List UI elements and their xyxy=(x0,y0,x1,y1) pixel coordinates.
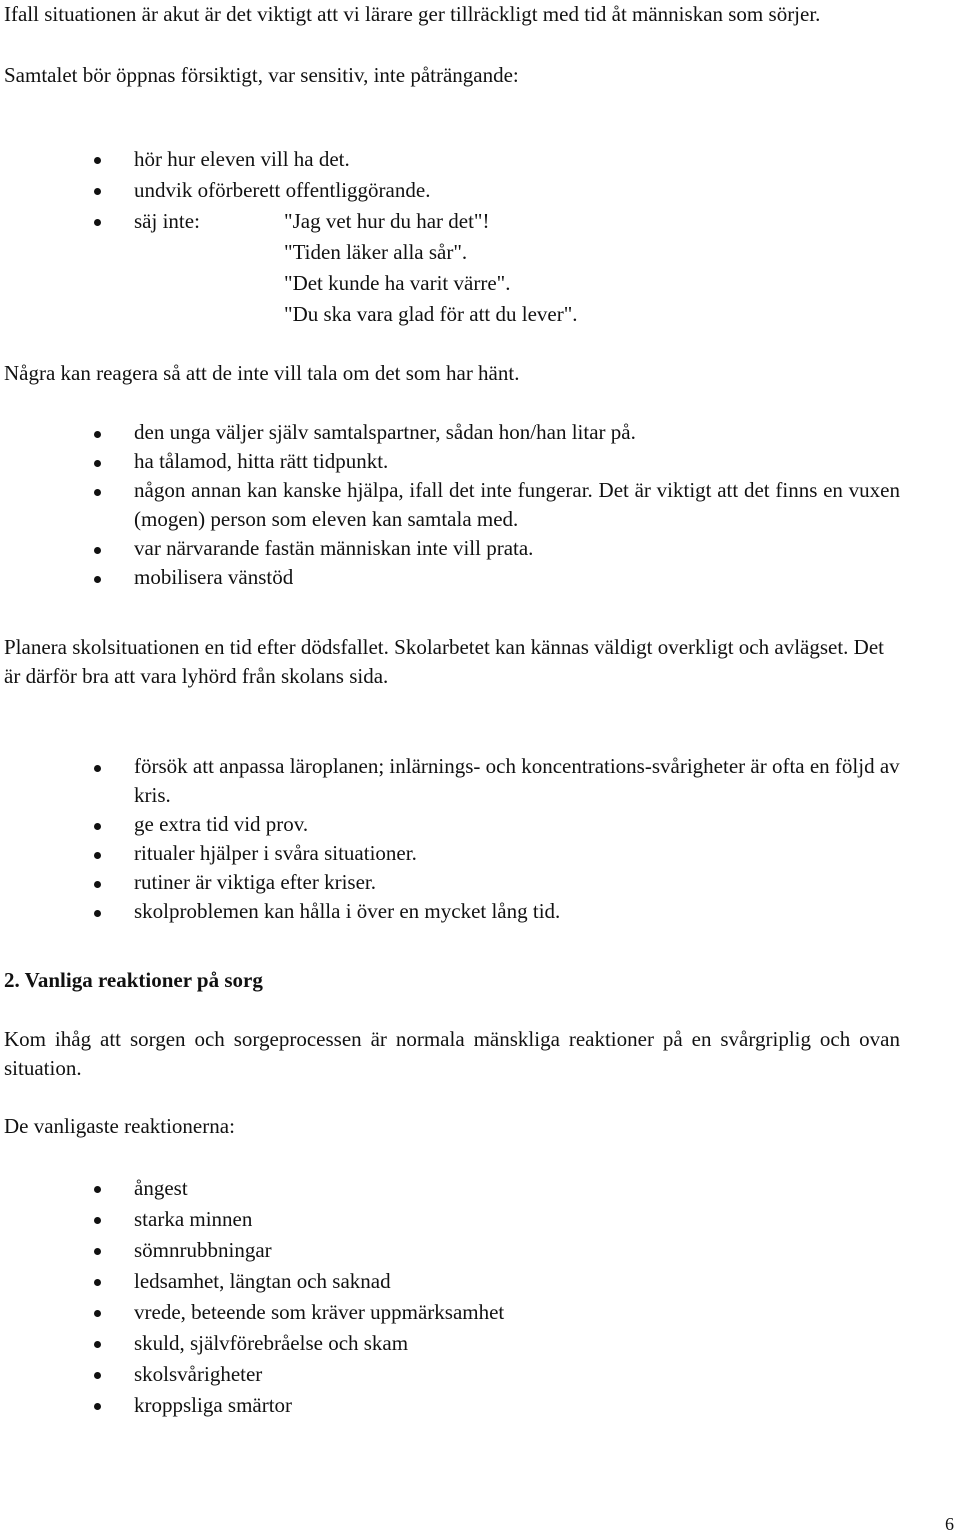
bullet-icon xyxy=(94,852,101,859)
bullet-icon xyxy=(94,910,101,917)
list-item: skolsvårigheter xyxy=(4,1359,900,1390)
bullet-icon xyxy=(94,1248,101,1255)
list-item: ångest xyxy=(4,1173,900,1204)
bullet-icon xyxy=(94,188,101,195)
list-item: någon annan kan kanske hjälpa, ifall det inte fungerar. Det är viktigt att det finns en vuxen (mogen) person som eleven kan samtala med. xyxy=(4,476,900,534)
list-item: sömnrubbningar xyxy=(4,1235,900,1266)
skola-list xyxy=(4,752,900,926)
list-item-saj-inte xyxy=(4,206,900,330)
samtal-intro: Samtalet bör öppnas försiktigt, var sensitiv, inte påträngande: xyxy=(4,63,519,87)
quote: "Det kunde ha varit värre". xyxy=(284,271,511,295)
list-item: kroppsliga smärtor xyxy=(4,1390,900,1421)
list-item: undvik oförberett offentliggörande. xyxy=(4,175,900,206)
list-item: försök att anpassa läroplanen; inlärnings- och koncentrations-svårigheter är ofta en följd av kris. xyxy=(4,752,900,810)
section-heading: 2. Vanliga reaktioner på sorg xyxy=(4,968,263,992)
list-item: hör hur eleven vill ha det. xyxy=(4,144,900,175)
bullet-icon xyxy=(94,576,101,583)
bullet-icon xyxy=(94,1186,101,1193)
intro-paragraph: Ifall situationen är akut är det viktigt att vi lärare ger tillräckligt med tid åt människan som sörjer. xyxy=(4,2,821,26)
quote: "Jag vet hur du har det"! xyxy=(284,209,490,233)
list-item: ritualer hjälper i svåra situationer. xyxy=(4,839,900,868)
list-item: skuld, självförebråelse och skam xyxy=(4,1328,900,1359)
list-item: var närvarande fastän människan inte vill prata. xyxy=(4,534,900,563)
bullet-icon xyxy=(94,460,101,467)
bullet-icon xyxy=(94,547,101,554)
bullet-icon xyxy=(94,219,101,226)
bullet-icon xyxy=(94,1279,101,1286)
list-item: ha tålamod, hitta rätt tidpunkt. xyxy=(4,447,900,476)
bullet-icon xyxy=(94,489,101,496)
list-item: vrede, beteende som kräver uppmärksamhet xyxy=(4,1297,900,1328)
quote: "Du ska vara glad för att du lever". xyxy=(284,302,578,326)
bullet-icon xyxy=(94,823,101,830)
list-item: ledsamhet, längtan och saknad xyxy=(4,1266,900,1297)
document-page xyxy=(4,0,900,1538)
list-item: den unga väljer själv samtalspartner, sådan hon/han litar på. xyxy=(4,418,900,447)
bullet-icon xyxy=(94,1341,101,1348)
kom-ihag-paragraph: Kom ihåg att sorgen och sorgeprocessen är normala mänskliga reaktioner på en svårgriplig och ovan situation. xyxy=(4,1027,900,1080)
bullet-icon xyxy=(94,1217,101,1224)
reagera-list xyxy=(4,418,900,592)
planera-paragraph: Planera skolsituationen en tid efter dödsfallet. Skolarbetet kan kännas väldigt overkligt och avlägset. Det är därför bra att vara lyhörd från skolans sida. xyxy=(4,635,885,688)
bullet-icon xyxy=(94,881,101,888)
reaktioner-intro: De vanligaste reaktionerna: xyxy=(4,1114,235,1138)
bullet-icon xyxy=(94,1310,101,1317)
saj-inte-label: säj inte: xyxy=(134,209,200,233)
reaktioner-list xyxy=(4,1173,900,1421)
list-item: mobilisera vänstöd xyxy=(4,563,900,592)
reagera-intro: Några kan reagera så att de inte vill tala om det som har hänt. xyxy=(4,361,520,385)
bullet-icon xyxy=(94,157,101,164)
samtal-list xyxy=(4,144,900,330)
bullet-icon xyxy=(94,765,101,772)
list-item: skolproblemen kan hålla i över en mycket lång tid. xyxy=(4,897,900,926)
saj-inte-row xyxy=(134,206,900,330)
list-item: rutiner är viktiga efter kriser. xyxy=(4,868,900,897)
list-item: starka minnen xyxy=(4,1204,900,1235)
bullet-icon xyxy=(94,1403,101,1410)
list-item: ge extra tid vid prov. xyxy=(4,810,900,839)
bullet-icon xyxy=(94,431,101,438)
bullet-icon xyxy=(94,1372,101,1379)
saj-inte-quotes xyxy=(284,206,578,330)
quote: "Tiden läker alla sår". xyxy=(284,240,468,264)
page-number: 6 xyxy=(945,1514,954,1534)
